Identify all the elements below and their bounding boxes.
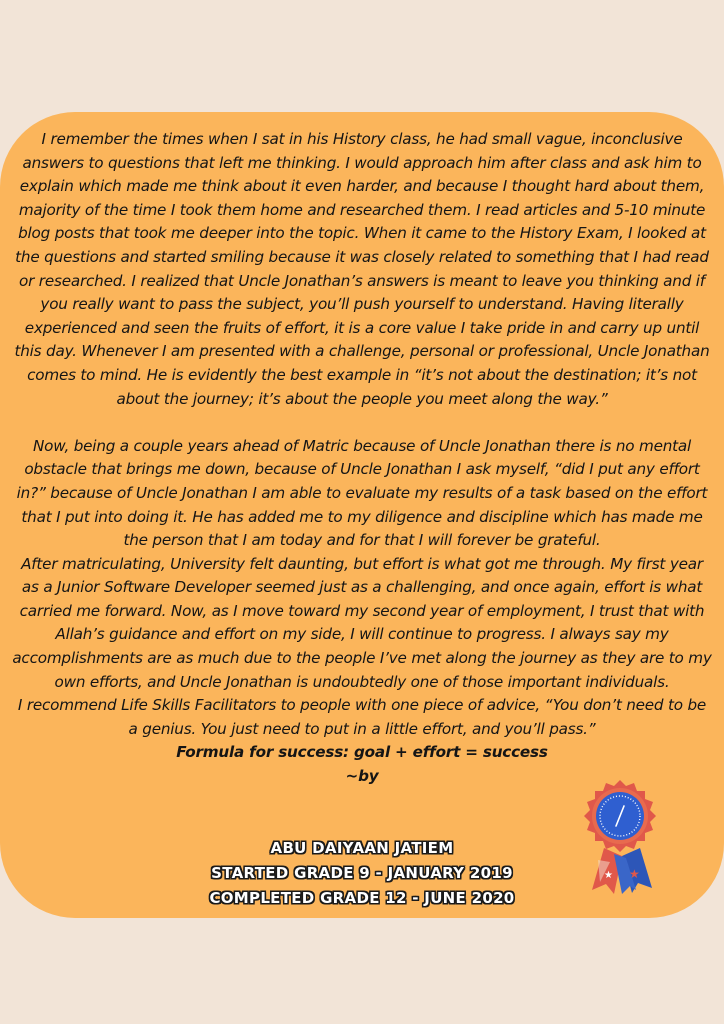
testimonial-text <box>12 128 712 789</box>
rosette <box>584 780 656 852</box>
paragraph-2: Now, being a couple years ahead of Matric because of Uncle Jonathan there is no mental obstacle that brings me down, because of Uncle Jonathan I ask myself, “did I put any effort in?” because of Uncle Jonathan I am able to evaluate my results of a task based on the effort that I put into doing it. He has added me to my diligence and discipline which has made me the person that I am today and for that I will forever be grateful. <box>16 436 708 550</box>
success-formula: Formula for success: goal + effort = success <box>176 743 548 762</box>
paragraph-3: After matriculating, University felt daunting, but effort is what got me through. My first year as a Junior Software Developer seemed just as a challenging, and once again, effort is what carried me forward. Now, as I move toward my second year of employment, I trust that with Allah’s guidance and effort on my side, I will continue to progress. I always say my accomplishments are as much due to the people I’ve met along the journey as they are to my own efforts, and Uncle Jonathan is undoubtedly one of those important individuals. <box>12 554 712 691</box>
author-name: ABU DAIYAAN JATIEM <box>270 839 454 857</box>
paragraph-spacer <box>12 411 712 435</box>
award-ribbon-icon <box>574 778 666 898</box>
svg-text:★: ★ <box>604 870 613 881</box>
paragraph-1: I remember the times when I sat in his History class, he had small vague, inconclusive answers to questions that left me thinking. I would approach him after class and ask him to explain which made me think about it even harder, and because I thought hard about them, majority of the time I took them home and researched them. I read articles and 5-10 minute blog posts that took me deeper into the topic. When it came to the History Exam, I looked at the questions and started smiling because it was closely related to something that I had read or researched. I realized that Uncle Jonathan’s answers is meant to leave you thinking and if you really want to pass the subject, you’ll push yourself to understand. Having literally experienced and seen the fruits of effort, it is a core value I take pride in and carry up until this day. Whenever I am presented with a challenge, personal or professional, Uncle Jonathan comes to mind. He is evidently the best example in “it’s not about the destination; it’s not about the journey; it’s about the people you meet along the way.” <box>14 130 710 408</box>
by-line: ~by <box>345 767 379 786</box>
author-started: STARTED GRADE 9 - JANUARY 2019 <box>211 864 513 882</box>
ribbon-tails <box>592 848 652 894</box>
author-completed: COMPLETED GRADE 12 - JUNE 2020 <box>209 889 515 907</box>
paragraph-4: I recommend Life Skills Facilitators to people with one piece of advice, “You don’t need to be a genius. You just need to put in a little effort, and you’ll pass.” <box>17 696 707 738</box>
svg-text:★: ★ <box>629 867 640 881</box>
